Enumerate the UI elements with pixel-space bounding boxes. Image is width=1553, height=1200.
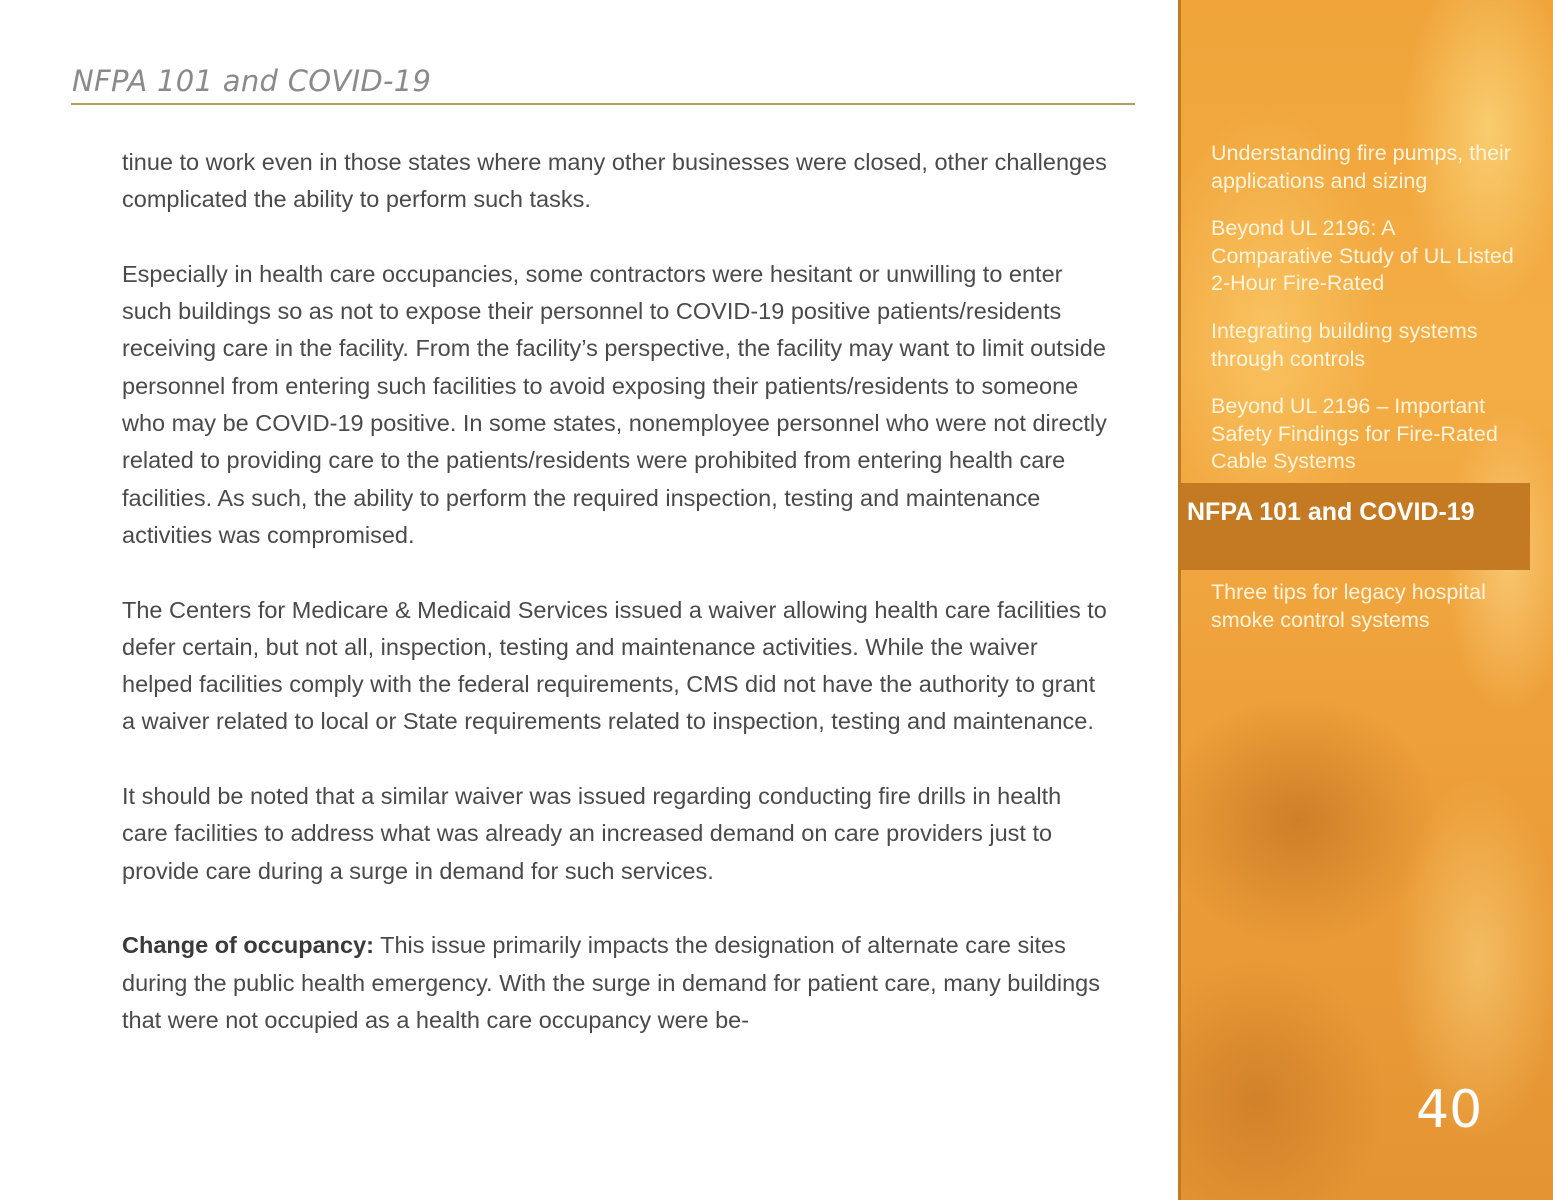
paragraph: tinue to work even in those states where many other businesses were closed, other challenges complicated the ability to perform such tasks.	[122, 149, 1107, 213]
toc-item-beyond-ul-2196-study[interactable]: Beyond UL 2196: A Comparative Study of UL Listed 2-Hour Fire-Rated	[1211, 216, 1514, 295]
article-body	[122, 144, 1112, 1076]
toc-item-smoke-control[interactable]: Three tips for legacy hospital smoke control systems	[1211, 580, 1486, 632]
paragraph: It should be noted that a similar waiver was issued regarding conducting fire drills in health care facilities to address what was already an increased demand on care providers just to provide care during a surge in demand for such services.	[122, 783, 1062, 884]
page-number: 40	[1416, 1080, 1483, 1140]
paragraph: Especially in health care occupancies, some contractors were hesitant or unwilling to enter such buildings so as not to expose their personnel to COVID-19 positive patients/residents receiving care in the facility. From the facility’s perspective, the facility may want to limit outside personnel from entering such facilities to avoid exposing their patients/residents to someone who may be COVID-19 positive. In some states, nonemployee personnel who were not directly related to providing care to the patients/residents were prohibited from entering health care facilities. As such, the ability to perform the required inspection, testing and maintenance activities was compromised.	[122, 260, 1107, 548]
paragraph-text: This issue primarily impacts the designation of alternate care sites during the public health emergency. With the surge in demand for patient care, many buildings that were not occupied as a health care occupancy were be-	[122, 932, 1100, 1033]
header-rule	[71, 103, 1135, 105]
toc-item-active[interactable]	[1178, 483, 1530, 570]
toc-item-beyond-ul-2196-findings[interactable]: Beyond UL 2196 – Important Safety Findings for Fire-Rated Cable Systems	[1211, 394, 1498, 473]
toc-item-active-label: NFPA 101 and COVID-19	[1187, 498, 1475, 526]
sidebar-toc-panel	[1178, 0, 1553, 1200]
toc-item-integrating-building-systems[interactable]: Integrating building systems through controls	[1211, 319, 1478, 371]
paragraph-change-of-occupancy	[122, 927, 1112, 1039]
paragraph: The Centers for Medicare & Medicaid Services issued a waiver allowing health care facilities to defer certain, but not all, inspection, testing and maintenance activities. While the waiver helped facilities comply with the federal requirements, CMS did not have the authority to grant a waiver related to local or State requirements related to inspection, testing and maintenance.	[122, 596, 1107, 735]
running-title: NFPA 101 and COVID-19	[72, 64, 432, 98]
paragraph-lead: Change of occupancy:	[122, 932, 375, 959]
toc-item-fire-pumps[interactable]: Understanding fire pumps, their applications and sizing	[1211, 141, 1511, 193]
sidebar-divider	[1178, 0, 1181, 1200]
